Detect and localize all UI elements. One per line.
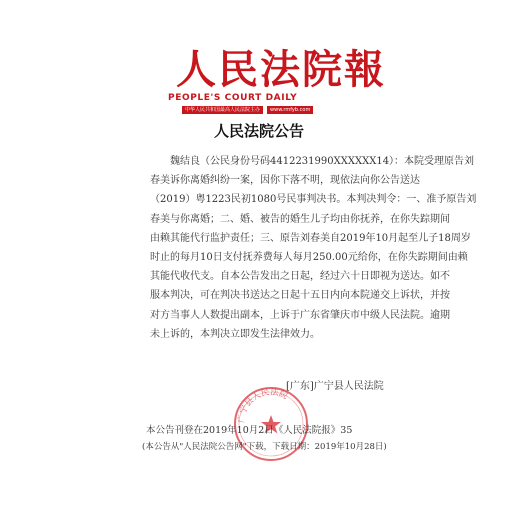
body-line: 魏结良（公民身份号码4412231990XXXXXX14）：本院受理原告刘: [170, 156, 475, 167]
body-line: （2019）粤1223民初1080号民事判决书。本判决判令：一、准予原告刘: [150, 194, 477, 206]
newspaper-masthead: [168, 46, 386, 113]
masthead-title: 人民法院報: [176, 46, 386, 93]
body-line: 未上诉的，本判决立即发生法律效力。: [150, 328, 320, 340]
body-line: 春美诉你离婚纠纷一案，因你下落不明，现依法向你公告送达: [150, 175, 420, 187]
body-line: 春美与你离婚；二、婚、被告的婚生儿子均由你抚养，在你失踪期间: [150, 213, 450, 225]
body-line: 由赖其能代行监护责任；三、原告刘春美自2019年10月起至儿子18周岁: [150, 232, 471, 244]
notice-title: 人民法院公告: [213, 122, 304, 140]
court-name: [广东]广宁县人民法院: [286, 381, 384, 392]
download-note: (本公告从"人民法院公告网"下载，下载日期：2019年10月28日): [142, 442, 387, 452]
body-line: 其能代收代支。自本公告发出之日起，经过六十日即视为送达。如不: [150, 271, 450, 283]
masthead-subtitle: 中华人民共和国最高人民法院主办: [182, 106, 263, 114]
masthead-url: www.rmfyb.com: [267, 106, 313, 114]
notice-body: [150, 152, 477, 344]
publication-note: 本公告刊登在2019年10月2日《人民法院报》35: [146, 425, 353, 436]
seal-text: 广宁县人民法院: [236, 387, 290, 424]
body-line: 对方当事人人数提出副本，上诉于广东省肇庆市中级人民法院。逾期: [150, 309, 450, 321]
masthead-subtitle-bar: [182, 105, 362, 114]
masthead-english: PEOPLE'S COURT DAILY: [168, 93, 298, 103]
body-line: 时止的每月10日支付抚养费每人每月250.00元给你，在你失踪期间由赖: [150, 251, 468, 263]
svg-text:广宁县人民法院: [236, 386, 290, 423]
body-line: 服本判决，可在判决书送达之日起十五日内向本院递交上诉状，并按: [150, 290, 450, 302]
